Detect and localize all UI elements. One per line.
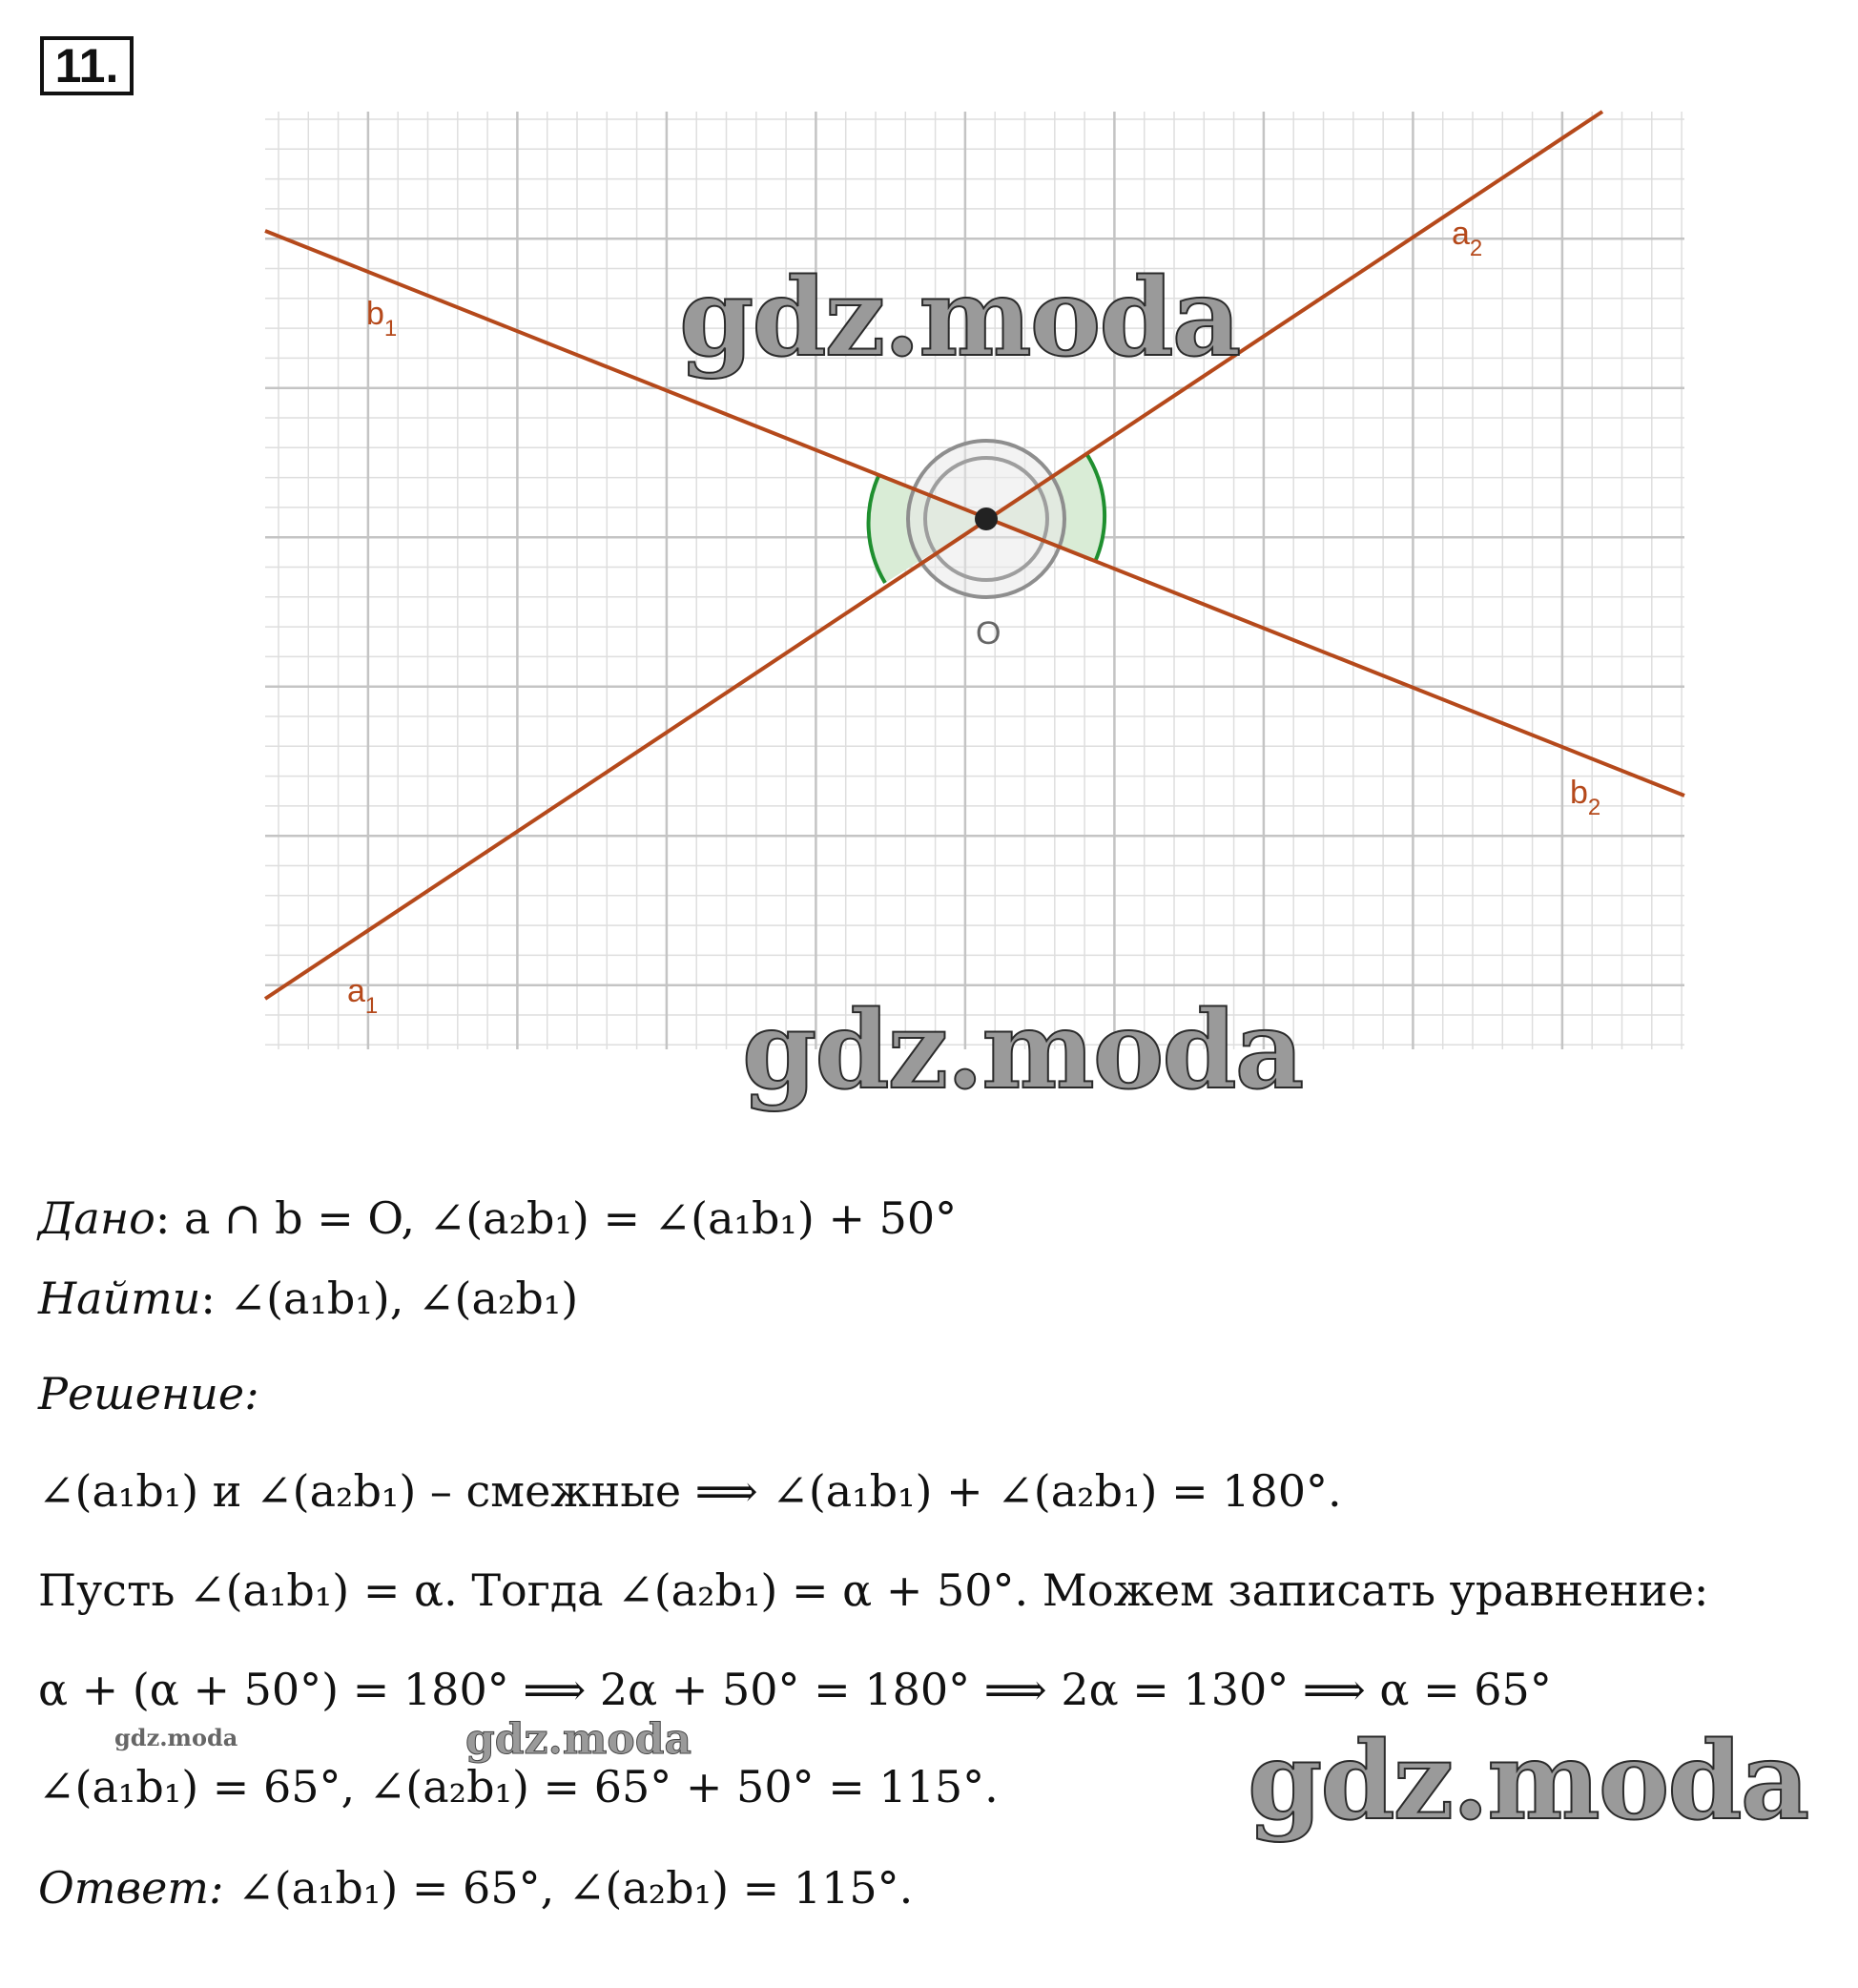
solution-line-1: ∠(a₁b₁) и ∠(a₂b₁) – смежные ⟹ ∠(a₁b₁) + ∠(a₂b₁) = 180°. <box>38 1465 1342 1517</box>
given-label: Дано <box>38 1192 155 1244</box>
watermark-tiny: gdz.moda <box>114 1724 238 1751</box>
find-line <box>38 1274 578 1323</box>
find-label: Найти <box>38 1273 201 1324</box>
answer-expression: ∠(a₁b₁) = 65°, ∠(a₂b₁) = 115°. <box>223 1862 914 1914</box>
label-a1: $a_1$ <box>347 973 379 1019</box>
find-expression: : ∠(a₁b₁), ∠(a₂b₁) <box>200 1273 579 1324</box>
label-o: O <box>976 615 1001 652</box>
label-b1: $b_1$ <box>366 296 398 342</box>
given-line <box>38 1194 957 1243</box>
solution-line-2: Пусть ∠(a₁b₁) = α. Тогда ∠(a₂b₁) = α + 50°. Можем записать уравнение: <box>38 1564 1709 1616</box>
answer-line <box>38 1864 913 1913</box>
solution-line-3: α + (α + 50°) = 180° ⟹ 2α + 50° = 180° ⟹ 2α = 130° ⟹ α = 65° <box>38 1664 1552 1715</box>
label-a2: $a_2$ <box>1452 216 1483 261</box>
watermark-small: gdz.moda <box>465 1715 692 1764</box>
answer-label: Ответ: <box>38 1862 224 1914</box>
given-expression: : a ∩ b = O, ∠(a₂b₁) = ∠(a₁b₁) + 50° <box>155 1192 958 1244</box>
task-number: 11. <box>40 36 134 95</box>
solution-heading: Решение: <box>38 1368 259 1419</box>
watermark-top: gdz.moda <box>679 256 1240 381</box>
watermark-figure-bottom: gdz.moda <box>742 988 1303 1113</box>
label-b2: $b_2$ <box>1570 775 1601 820</box>
watermark-text-right: gdz.moda <box>1248 1719 1808 1844</box>
solution-line-4: ∠(a₁b₁) = 65°, ∠(a₂b₁) = 65° + 50° = 115°. <box>38 1761 999 1812</box>
point-o <box>975 507 998 530</box>
